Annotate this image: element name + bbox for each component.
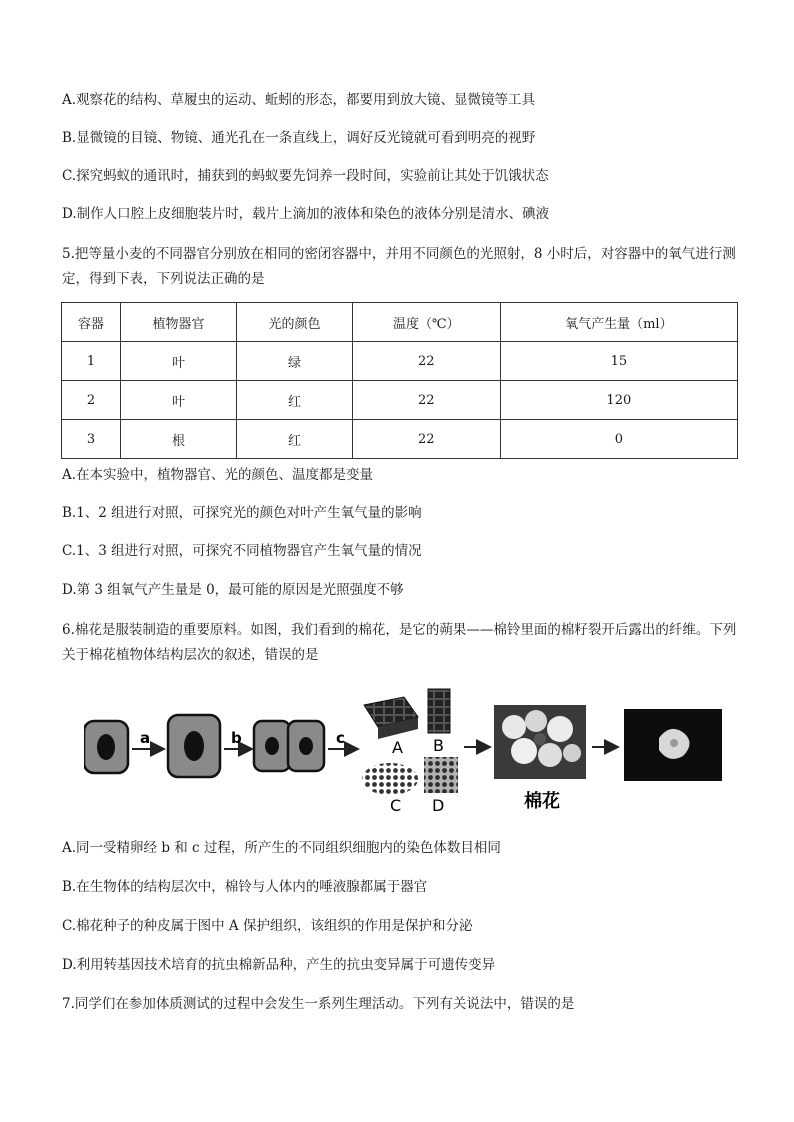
table-cell: 1: [62, 342, 121, 381]
table-header-row: [62, 303, 738, 342]
fertilized-egg-cell: [84, 721, 128, 773]
experiment-table: [61, 302, 738, 459]
table-cell: 0: [500, 420, 737, 459]
cotton-caption: 棉花: [524, 791, 560, 812]
table-header-cell: 温度（℃）: [352, 303, 500, 342]
cotton-boll-photo: [494, 705, 586, 779]
table-cell: 22: [352, 381, 500, 420]
q4-option-c: C.探究蚂蚁的通讯时，捕获到的蚂蚁要先饲养一段时间，实验前让其处于饥饿状态: [62, 168, 549, 184]
arrow-c-label: c: [336, 729, 345, 747]
arrow-b-label: b: [231, 729, 242, 747]
table-cell: 3: [62, 420, 121, 459]
table-cell: 红: [237, 381, 353, 420]
table-row: [62, 381, 738, 420]
tissue-d: [424, 757, 458, 793]
table-cell: 120: [500, 381, 737, 420]
table-cell: 2: [62, 381, 121, 420]
table-header-cell: 光的颜色: [237, 303, 353, 342]
q6-option-a: A.同一受精卵经 b 和 c 过程，所产生的不同组织细胞内的染色体数目相同: [62, 840, 501, 856]
divided-cells: [254, 721, 324, 771]
table-cell: 22: [352, 420, 500, 459]
arrow-a-label: a: [140, 729, 151, 747]
cotton-plant-photo: [624, 709, 722, 781]
table-cell: 叶: [121, 381, 237, 420]
q5-option-b: B.1、2 组进行对照，可探究光的颜色对叶产生氧气量的影响: [62, 505, 422, 521]
table-cell: 红: [237, 420, 353, 459]
q6-stem: 6.棉花是服装制造的重要原料。如图，我们看到的棉花，是它的蒴果——棉铃里面的棉籽裂开后露出的纤维。下列关于棉花植物体结构层次的叙述，错误的是: [62, 622, 737, 663]
tissue-a: [364, 697, 418, 739]
q5-option-a: A.在本实验中，植物器官、光的颜色、温度都是变量: [62, 467, 374, 483]
q4-option-b: B.显微镜的目镜、物镜、通光孔在一条直线上，调好反光镜就可看到明亮的视野: [62, 130, 536, 146]
q7-stem: 7.同学们在参加体质测试的过程中会发生一系列生理活动。下列有关说法中，错误的是: [62, 996, 575, 1012]
cotton-structure-figure: [84, 683, 736, 813]
table-header-cell: 氧气产生量（ml）: [500, 303, 737, 342]
q6-option-c: C.棉花种子的种皮属于图中 A 保护组织，该组织的作用是保护和分泌: [62, 918, 473, 934]
table-header-cell: 植物器官: [121, 303, 237, 342]
structure-diagram: [84, 683, 736, 813]
q5-option-c: C.1、3 组进行对照，可探究不同植物器官产生氧气量的情况: [62, 543, 422, 559]
table-row: [62, 342, 738, 381]
table-cell: 22: [352, 342, 500, 381]
table-row: [62, 420, 738, 459]
tissue-label-d: D: [432, 796, 445, 813]
tissue-c: [362, 763, 418, 795]
table-cell: 根: [121, 420, 237, 459]
tissue-label-c: C: [390, 796, 402, 813]
q4-option-a: A.观察花的结构、草履虫的运动、蚯蚓的形态，都要用到放大镜、显微镜等工具: [62, 92, 536, 108]
table-cell: 叶: [121, 342, 237, 381]
table-cell: 15: [500, 342, 737, 381]
q5-stem: 5.把等量小麦的不同器官分别放在相同的密闭容器中，并用不同颜色的光照射，8 小时后，对容器中的氧气进行测定，得到下表，下列说法正确的是: [62, 246, 736, 287]
q6-option-d: D.利用转基因技术培育的抗虫棉新品种，产生的抗虫变异属于可遗传变异: [62, 957, 496, 973]
tissue-label-b: B: [433, 736, 444, 755]
q5-option-d: D.第 3 组氧气产生量是 0，最可能的原因是光照强度不够: [62, 582, 404, 598]
q4-option-d: D.制作人口腔上皮细胞装片时，载片上滴加的液体和染色的液体分别是清水、碘液: [62, 206, 550, 222]
table-header-cell: 容器: [62, 303, 121, 342]
tissue-b: [428, 689, 450, 733]
table-cell: 绿: [237, 342, 353, 381]
grown-cell: [168, 715, 220, 777]
tissue-label-a: A: [392, 738, 403, 757]
q6-option-b: B.在生物体的结构层次中，棉铃与人体内的唾液腺都属于器官: [62, 879, 428, 895]
